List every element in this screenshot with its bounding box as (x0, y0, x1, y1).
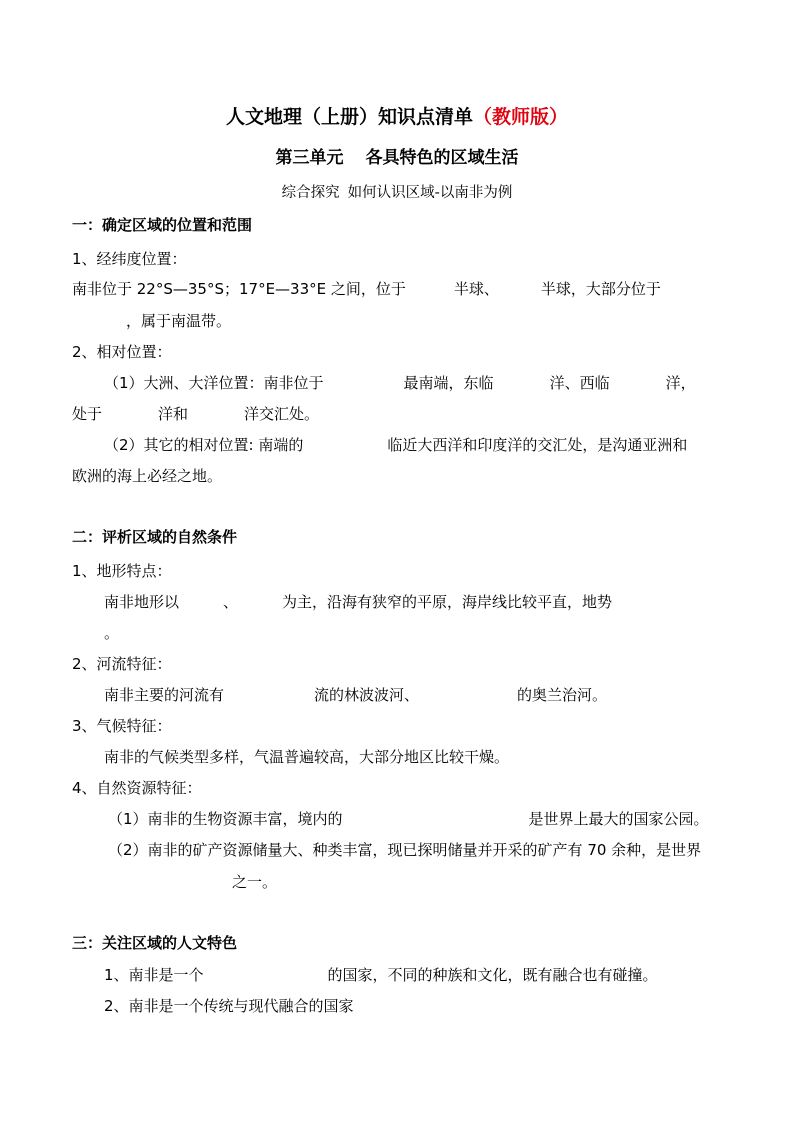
section2-resource-line2: （2）南非的矿产资源储量大、种类丰富，现已探明储量并开采的矿产有 70 余种，是世界 (108, 841, 702, 859)
section1-relative-line3: （2）其它的相对位置: 南端的 临近大西洋和印度洋的交汇处，是沟通亚洲和 (104, 436, 688, 454)
section3-item1: 1、南非是一个 的国家，不同的种族和文化，既有融合也有碰撞。 (104, 966, 658, 984)
section2-item1: 1、地形特点： (72, 562, 172, 580)
section2-climate-line: 南非的气候类型多样，气温普遍较高，大部分地区比较干燥。 (104, 748, 510, 766)
section3-heading: 三：关注区域的人文特色 (72, 934, 238, 952)
section2-item2: 2、河流特征： (72, 655, 172, 673)
inquiry-label: 综合探究 (281, 185, 340, 201)
section2-river-line: 南非主要的河流有 流的林波波河、 的奥兰治河。 (104, 686, 608, 704)
section3-item2: 2、南非是一个传统与现代融合的国家 (104, 997, 354, 1015)
section1-latlon-line: 南非位于 22°S—35°S；17°E—33°E 之间，位于 半球、 半球，大部分位于 (72, 280, 661, 298)
section1-item1: 1、经纬度位置： (72, 250, 187, 268)
section1-relative-line1: （1）大洲、大洋位置：南非位于 最南端，东临 洋、西临 洋， (104, 374, 696, 392)
inquiry-heading (0, 183, 794, 203)
section1-relative-line2: 处于 洋和 洋交汇处。 (72, 405, 320, 423)
section1-latlon-line2: ，属于南温带。 (126, 312, 232, 330)
section1-heading: 一：确定区域的位置和范围 (72, 216, 253, 234)
section2-resource-line1: （1）南非的生物资源丰富，境内的 是世界上最大的国家公园。 (108, 810, 709, 828)
page-title (0, 104, 794, 130)
unit-heading (0, 146, 794, 170)
section2-resource-line3: 之一。 (232, 873, 278, 891)
title-main: 人文地理（上册）知识点清单 (225, 106, 473, 128)
inquiry-topic: 如何认识区域-以南非为例 (347, 185, 513, 201)
section1-relative-line4: 欧洲的海上必经之地。 (72, 467, 223, 485)
section2-heading: 二：评析区域的自然条件 (72, 528, 238, 546)
unit-topic: 各具特色的区域生活 (365, 148, 519, 168)
section2-terrain-line2: 。 (104, 624, 120, 642)
section1-item2: 2、相对位置： (72, 343, 172, 361)
section2-item3: 3、气候特征： (72, 717, 172, 735)
title-teacher-edition-tag: （教师版） (473, 106, 569, 128)
section2-item4: 4、自然资源特征： (72, 779, 202, 797)
unit-number: 第三单元 (275, 148, 344, 168)
section2-terrain-line: 南非地形以 、 为主，沿海有狭窄的平原，海岸线比较平直，地势 (104, 593, 613, 611)
